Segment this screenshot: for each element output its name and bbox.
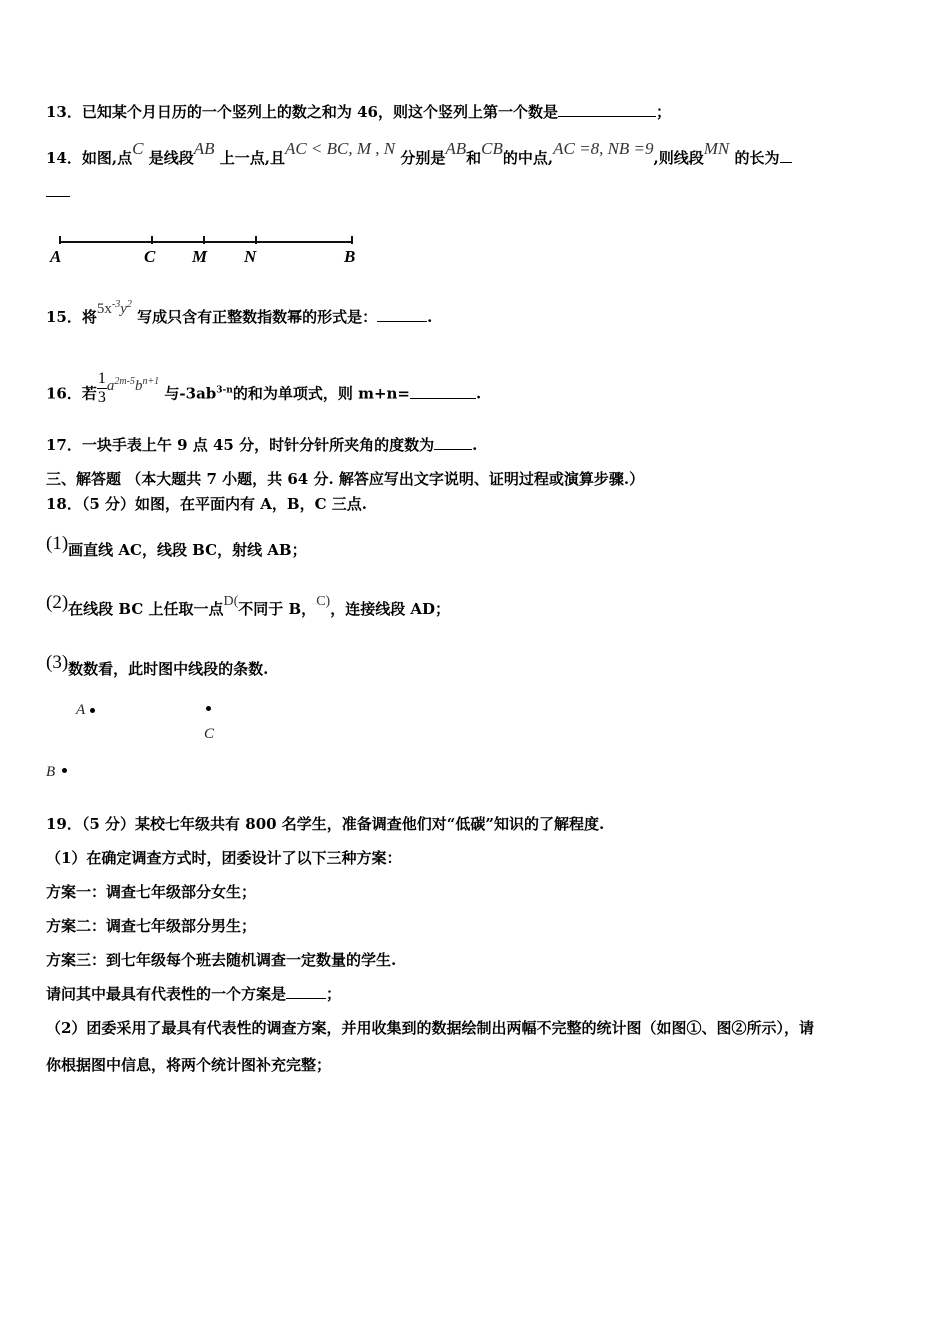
label-a: A [50, 247, 62, 266]
section-3-note: （本大题共 7 小题，共 64 分. 解答应写出文字说明、证明过程或演算步骤.） [126, 470, 645, 488]
q15-y: y [120, 301, 127, 317]
q18-p2-text-b: 不同于 B， [238, 600, 317, 618]
q19-ask-end: ； [326, 985, 342, 1003]
label-n: N [244, 247, 257, 266]
question-19-plan-3: 方案三：到七年级每个班去随机调查一定数量的学生. [46, 951, 397, 969]
q13-answer-blank[interactable] [558, 116, 656, 117]
section-3-title: 三、解答题 [46, 470, 122, 488]
question-19-part-1: （1）在确定调查方式时，团委设计了以下三种方案： [46, 849, 402, 867]
point-c-label: C [204, 726, 215, 742]
q15-end: . [427, 308, 433, 326]
q15-pre: 15．将 [46, 308, 97, 326]
q14-text-6: ,则线段 [653, 149, 704, 167]
question-18-stem: 18．（5 分）如图，在平面内有 A，B，C 三点. [46, 495, 367, 513]
q13-text: 13．已知某个月日历的一个竖列上的数之和为 46，则这个竖列上第一个数是 [46, 103, 558, 121]
q18-p2-text-a: 在线段 BC 上任取一点 [68, 600, 224, 618]
point-b-label: B [46, 764, 56, 780]
question-19-part-2a: （2）团委采用了最具有代表性的调查方案，并用收集到的数据绘制出两幅不完整的统计图（如图①、图②所示），请 [46, 1019, 814, 1037]
point-a-dot [90, 708, 95, 713]
q18-p1-number: (1) [46, 533, 69, 554]
point-a-label: A [76, 702, 86, 718]
q15-post: 写成只含有正整数指数幂的形式是： [137, 308, 378, 326]
q18-p1-text: 画直线 AC，线段 BC，射线 AB； [68, 541, 307, 559]
q18-p3-number: (3) [46, 652, 69, 673]
q14-text-2: 上一点,且 [219, 149, 285, 167]
q14-number: 14．如图,点 [46, 149, 133, 167]
q15-base: 5x [96, 301, 112, 317]
q14-answer-blank-a[interactable] [780, 162, 792, 163]
q18-p3-text: 数数看，此时图中线段的条数. [68, 660, 269, 678]
question-15 [46, 299, 433, 328]
q14-condition: AC < BC, M , N [284, 139, 396, 158]
question-16 [46, 370, 482, 413]
q16-mid: 与-3ab [164, 384, 217, 403]
q14-segment-mn: MN [703, 139, 730, 158]
q14-segment-cb: CB [481, 139, 503, 158]
q14-segment-ab-2: AB [445, 139, 467, 158]
section-3-heading [46, 469, 644, 489]
question-18-part-1 [46, 533, 307, 560]
q19-ask-text: 请问其中最具有代表性的一个方案是 [46, 985, 287, 1003]
q14-point-c: C [132, 139, 144, 158]
q16-exp-b: n+1 [142, 375, 160, 387]
q16-monomial [106, 375, 160, 394]
question-19-plan-2: 方案二：调查七年级部分男生； [46, 917, 257, 935]
question-17 [46, 435, 477, 455]
q16-fraction [97, 370, 107, 407]
q15-exp1: -3 [111, 299, 121, 310]
label-b: B [344, 247, 356, 266]
q14-answer-blank-b[interactable] [46, 196, 70, 197]
q14-values: AC =8, NB =9 [553, 139, 654, 158]
q18-p2-point-c: C) [316, 594, 331, 609]
q15-answer-blank[interactable] [377, 321, 427, 322]
q18-p2-text-c: ，连接线段 AD； [330, 600, 451, 618]
question-18-part-3 [46, 652, 269, 679]
q16-frac-num: 1 [97, 370, 106, 387]
q16-exp-a: 2m-5 [114, 375, 135, 387]
q14-text-7: 的长为 [734, 149, 780, 167]
q14-text-4: 和 [466, 149, 482, 167]
q16-end: . [475, 384, 482, 403]
q17-text: 17．一块手表上午 9 点 45 分，时针分针所夹角的度数为 [46, 436, 435, 454]
question-19-ask [46, 984, 341, 1004]
q17-end: . [472, 436, 478, 454]
q17-answer-blank[interactable] [434, 449, 472, 450]
question-14 [46, 139, 792, 168]
q16-a: a [106, 377, 115, 394]
q15-exp2: 2 [126, 299, 132, 310]
q14-segment-ab: AB [193, 139, 215, 158]
q14-text-5: 的中点, [502, 149, 554, 167]
question-19-stem: 19．（5 分）某校七年级共有 800 名学生，准备调查他们对“低碳”知识的了解程度. [46, 815, 605, 833]
q14-text-3: 分别是 [400, 149, 446, 167]
question-13 [46, 102, 671, 122]
q18-p2-number: (2) [46, 592, 69, 613]
point-b-dot [62, 768, 67, 773]
q18-p2-point-d: D( [223, 594, 239, 609]
q15-expression [97, 301, 132, 317]
q16-answer-blank[interactable] [410, 398, 476, 399]
label-m: M [192, 247, 208, 266]
label-c: C [144, 247, 156, 266]
question-18-part-2 [46, 592, 451, 621]
point-c-dot [206, 706, 211, 711]
q16-pre: 16．若 [46, 384, 97, 403]
q16-post: 的和为单项式，则 m+n= [232, 384, 410, 403]
q14-text-1: 是线段 [148, 149, 194, 167]
q16-mid-exp: 3-n [216, 385, 233, 396]
q16-frac-den: 3 [97, 389, 106, 406]
q14-segment-figure [46, 228, 366, 268]
question-19-part-2b: 你根据图中信息，将两个统计图补充完整； [46, 1056, 332, 1074]
q13-end: ； [655, 103, 671, 121]
question-19-plan-1: 方案一：调查七年级部分女生； [46, 883, 257, 901]
q19-answer-blank[interactable] [286, 998, 326, 999]
q16-b: b [134, 377, 143, 394]
